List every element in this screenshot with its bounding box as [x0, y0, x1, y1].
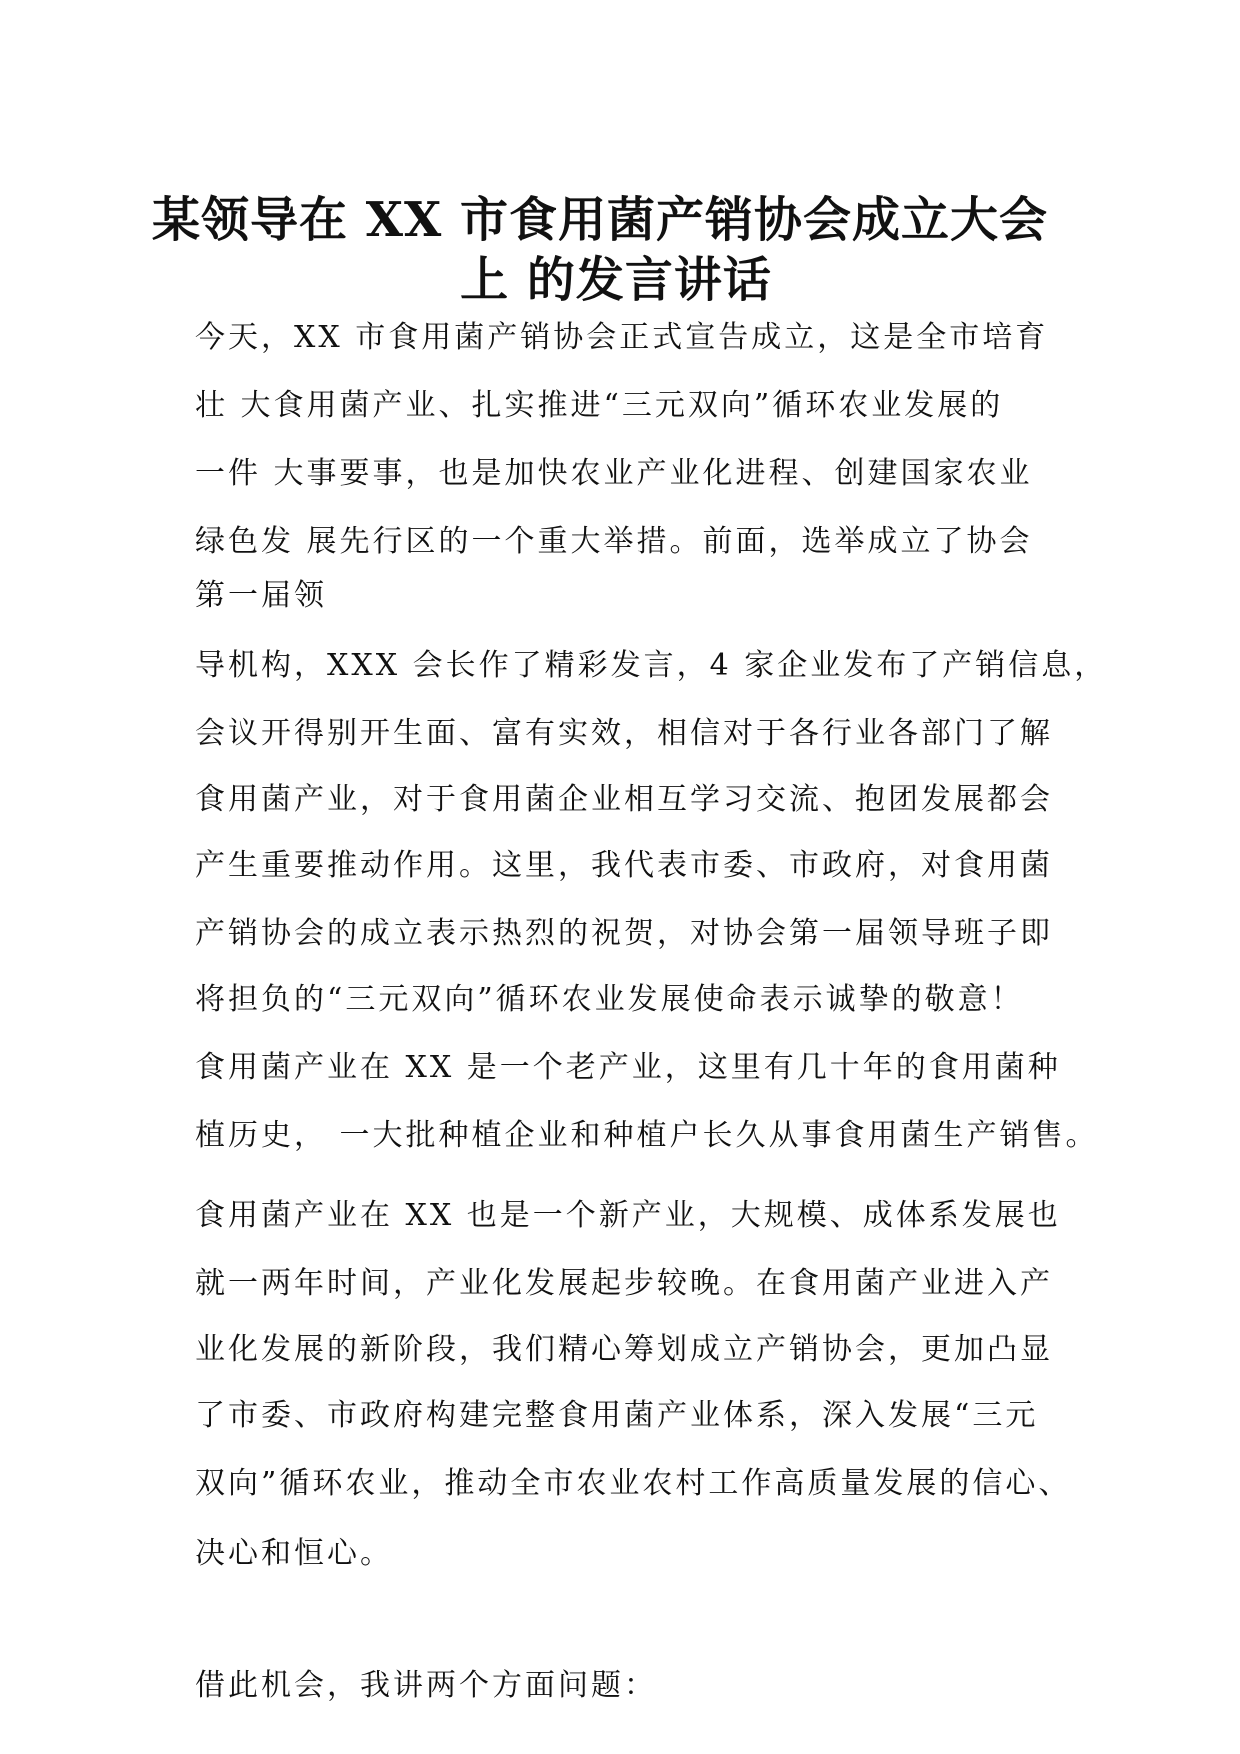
body-line: 导机构，XXX 会长作了精彩发言，4 家企业发布了产销信息， — [195, 648, 1108, 683]
body-line: 借此机会，我讲两个方面问题： — [195, 1668, 657, 1703]
body-line: 壮 大食用菌产业、扎实推进“三元双向”循环农业发展的 — [195, 388, 1004, 423]
body-line: 就一两年时间，产业化发展起步较晚。在食用菌产业进入产 — [195, 1266, 1053, 1301]
body-line: 食用菌产业，对于食用菌企业相互学习交流、抱团发展都会 — [195, 782, 1053, 817]
document-title — [150, 190, 1050, 310]
body-line: 会议开得别开生面、富有实效，相信对于各行业各部门了解 — [195, 716, 1053, 751]
body-line: 今天，XX 市食用菌产销协会正式宣告成立，这是全市培育 — [195, 320, 1049, 355]
body-line: 双向”循环农业，推动全市农业农村工作高质量发展的信心、 — [195, 1466, 1072, 1501]
body-line: 决心和恒心。 — [195, 1536, 393, 1571]
body-line: 食用菌产业在 XX 是一个老产业，这里有几十年的食用菌种 — [195, 1050, 1061, 1085]
body-line: 绿色发 展先行区的一个重大举措。前面，选举成立了协会 — [195, 524, 1033, 559]
body-line: 产生重要推动作用。这里，我代表市委、市政府，对食用菌 — [195, 848, 1053, 883]
title-line-1: 某领导在 XX 市食用菌产销协会成立大会 — [152, 192, 1048, 248]
body-line: 第一届领 — [195, 578, 327, 613]
body-line: 食用菌产业在 XX 也是一个新产业，大规模、成体系发展也 — [195, 1198, 1061, 1233]
body-line: 了市委、市政府构建完整食用菌产业体系，深入发展“三元 — [195, 1398, 1039, 1433]
body-line: 产销协会的成立表示热烈的祝贺，对协会第一届领导班子即 — [195, 916, 1053, 951]
body-line: 一件 大事要事，也是加快农业产业化进程、创建国家农业 — [195, 456, 1033, 491]
body-line: 植历史， 一大批种植企业和种植户长久从事食用菌生产销售。 — [195, 1118, 1099, 1153]
body-line: 业化发展的新阶段，我们精心筹划成立产销协会，更加凸显 — [195, 1332, 1053, 1367]
body-line: 将担负的“三元双向”循环农业发展使命表示诚挚的敬意！ — [195, 982, 1024, 1017]
title-line-2: 上 的发言讲话 — [460, 252, 772, 308]
